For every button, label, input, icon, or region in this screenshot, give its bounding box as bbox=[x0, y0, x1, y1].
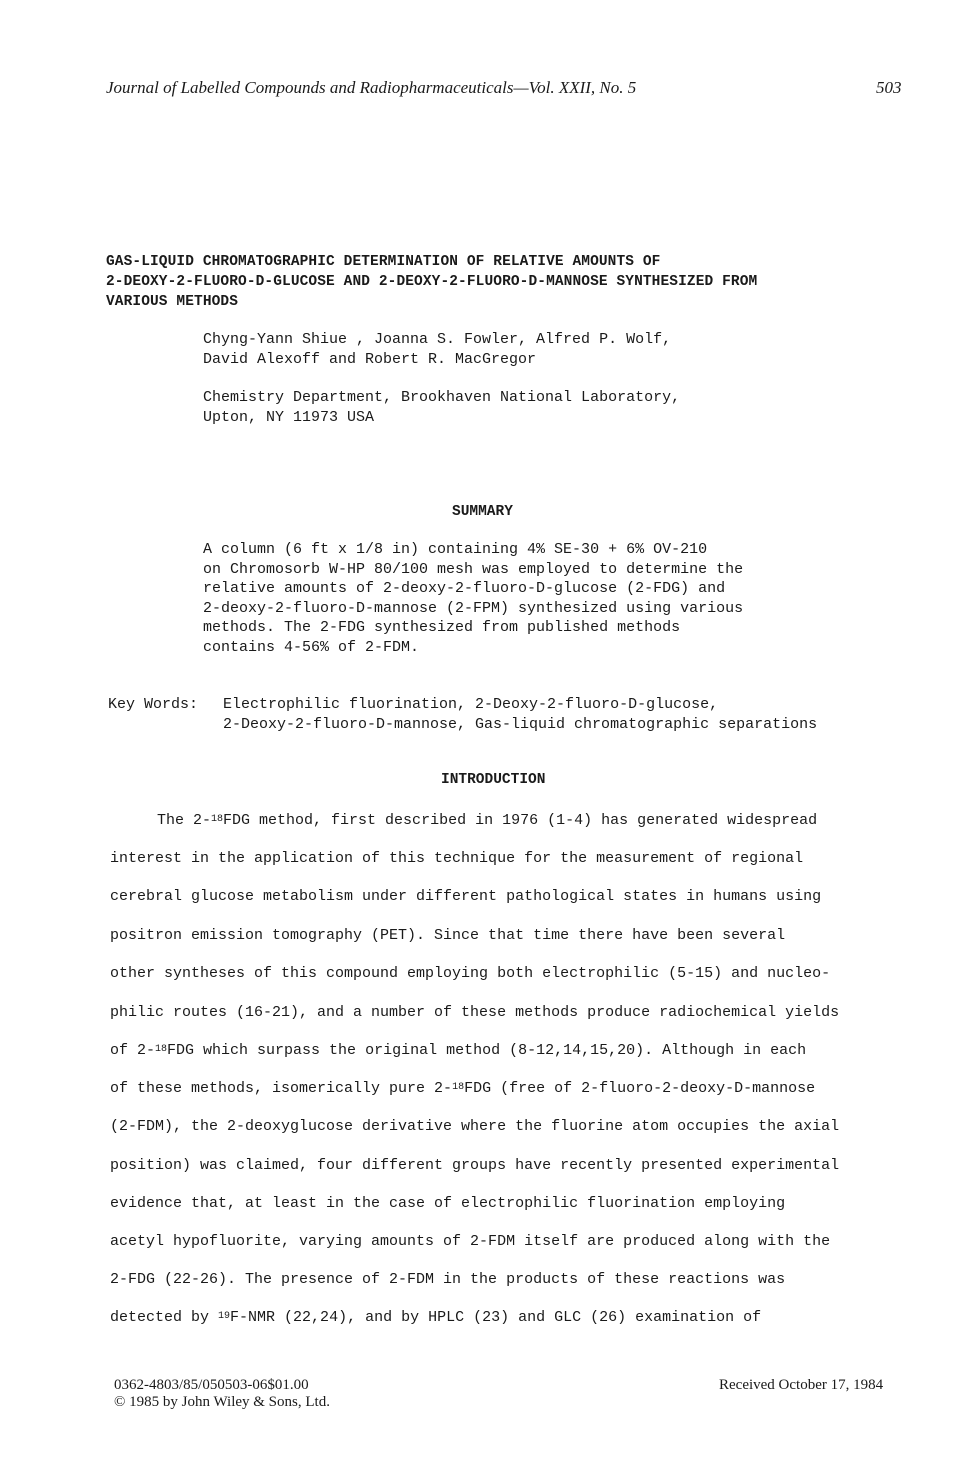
body-line: 2-FDG (22-26). The presence of 2-FDM in the products of these reactions was bbox=[110, 1271, 786, 1288]
body-line: positron emission tomography (PET). Since that time there have been several bbox=[110, 927, 786, 944]
summary-line: relative amounts of 2-deoxy-2-fluoro-D-glucose (2-FDG) and bbox=[203, 580, 726, 597]
body-line: interest in the application of this technique for the measurement of regional bbox=[110, 850, 804, 867]
footer-copyright: © 1985 by John Wiley & Sons, Ltd. bbox=[114, 1394, 330, 1410]
summary-line: contains 4-56% of 2-FDM. bbox=[203, 639, 420, 656]
body-line: acetyl hypofluorite, varying amounts of 2-FDM itself are produced along with the bbox=[110, 1233, 831, 1250]
keywords-label: Key Words: bbox=[108, 696, 199, 713]
article-title-line-1: GAS-LIQUID CHROMATOGRAPHIC DETERMINATION OF RELATIVE AMOUNTS OF bbox=[106, 254, 661, 270]
body-line: position) was claimed, four different groups have recently presented experimental bbox=[110, 1157, 840, 1174]
body-line: evidence that, at least in the case of electrophilic fluorination employing bbox=[110, 1195, 786, 1212]
journal-header: Journal of Labelled Compounds and Radiopharmaceuticals—Vol. XXII, No. 5 bbox=[106, 78, 637, 97]
body-line: other syntheses of this compound employing both electrophilic (5-15) and nucleo- bbox=[110, 965, 831, 982]
footer-received: Received October 17, 1984 bbox=[719, 1377, 884, 1393]
footer-code: 0362-4803/85/050503-06$01.00 bbox=[114, 1377, 309, 1393]
body-line: (2-FDM), the 2-deoxyglucose derivative where the fluorine atom occupies the axial bbox=[110, 1118, 840, 1135]
summary-line: A column (6 ft x 1/8 in) containing 4% SE-30 + 6% OV-210 bbox=[203, 541, 708, 558]
body-line: of these methods, isomerically pure 2-$^{18}$FDG (free of 2-fluoro-2-deoxy-D-mannose bbox=[110, 1080, 816, 1097]
summary-heading: SUMMARY bbox=[452, 504, 513, 520]
article-title-line-3: VARIOUS METHODS bbox=[106, 294, 239, 310]
body-line: The 2-$^{18}$FDG method, first described in 1976 (1-4) has generated widespread bbox=[157, 812, 818, 829]
keywords-line-1: Electrophilic fluorination, 2-Deoxy-2-fluoro-D-glucose, bbox=[223, 696, 719, 713]
authors-line-2: David Alexoff and Robert R. MacGregor bbox=[203, 351, 537, 368]
page-number: 503 bbox=[876, 78, 902, 97]
body-line: philic routes (16-21), and a number of these methods produce radiochemical yields bbox=[110, 1004, 840, 1021]
body-line: of 2-$^{18}$FDG which surpass the original method (8-12,14,15,20). Although in each bbox=[110, 1042, 807, 1059]
authors-line-1: Chyng-Yann Shiue , Joanna S. Fowler, Alfred P. Wolf, bbox=[203, 331, 672, 348]
article-title-line-2: 2-DEOXY-2-FLUORO-D-GLUCOSE AND 2-DEOXY-2-FLUORO-D-MANNOSE SYNTHESIZED FROM bbox=[106, 274, 758, 290]
keywords-line-2: 2-Deoxy-2-fluoro-D-mannose, Gas-liquid chromatographic separations bbox=[223, 716, 818, 733]
affiliation-line-2: Upton, NY 11973 USA bbox=[203, 409, 375, 426]
affiliation-line-1: Chemistry Department, Brookhaven National Laboratory, bbox=[203, 389, 681, 406]
summary-line: methods. The 2-FDG synthesized from published methods bbox=[203, 619, 681, 636]
summary-line: on Chromosorb W-HP 80/100 mesh was employed to determine the bbox=[203, 561, 744, 578]
body-line: cerebral glucose metabolism under different pathological states in humans using bbox=[110, 888, 822, 905]
introduction-heading: INTRODUCTION bbox=[441, 772, 546, 788]
summary-line: 2-deoxy-2-fluoro-D-mannose (2-FPM) synthesized using various bbox=[203, 600, 744, 617]
body-line: detected by $^{19}$F-NMR (22,24), and by HPLC (23) and GLC (26) examination of bbox=[110, 1309, 762, 1326]
